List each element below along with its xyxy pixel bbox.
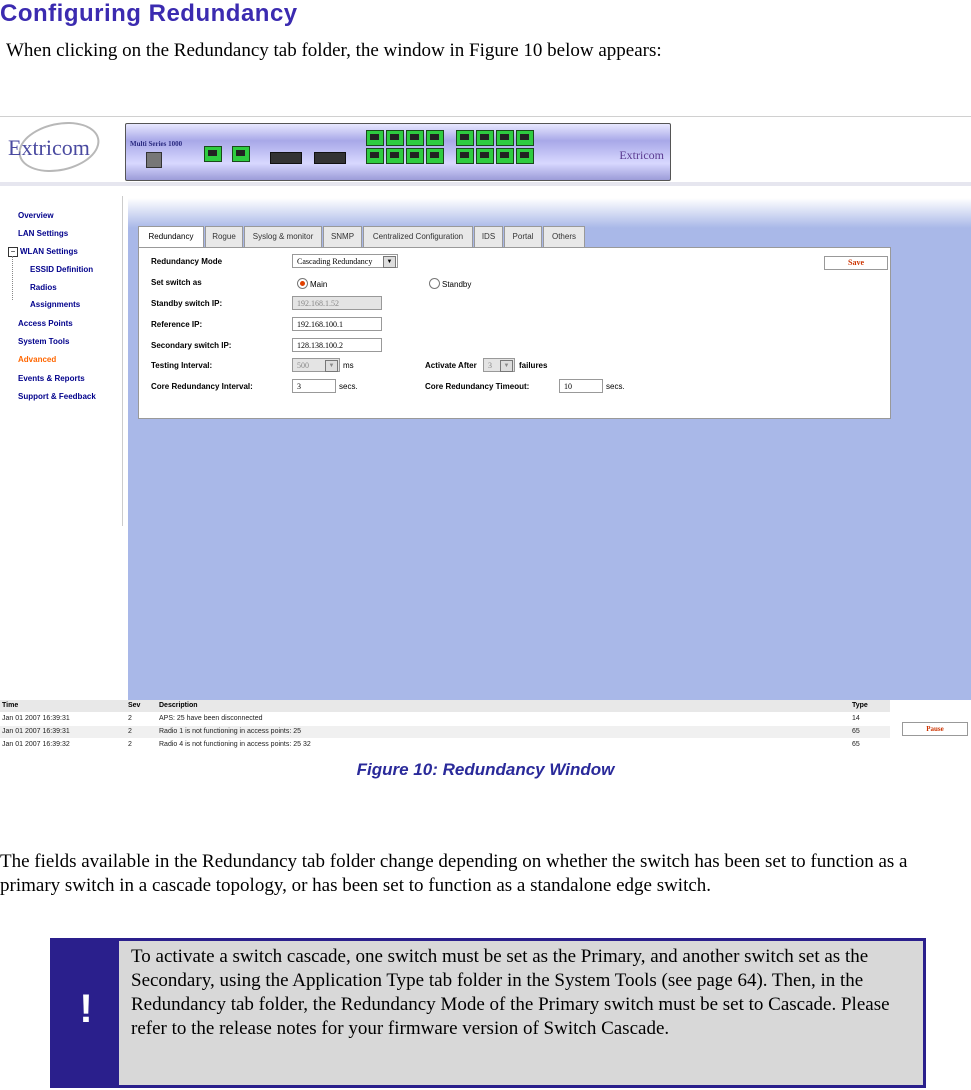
activate-after-label: Activate After — [425, 361, 477, 370]
standby-ip-label: Standby switch IP: — [151, 299, 223, 308]
col-time: Time — [2, 702, 19, 709]
table-row[interactable] — [0, 726, 890, 738]
core-timeout-label: Core Redundancy Timeout: — [425, 382, 530, 391]
cell-description: APS: 25 have been disconnected — [159, 715, 263, 722]
ap-port-icon[interactable] — [366, 148, 384, 164]
cell-type: 14 — [852, 715, 860, 722]
chevron-down-icon: ▼ — [325, 360, 338, 372]
sidebar — [0, 196, 128, 701]
console-port-icon — [146, 152, 162, 168]
tab-others[interactable]: Others — [543, 226, 585, 248]
cell-time: Jan 01 2007 16:39:32 — [2, 741, 70, 748]
tab-centralized-configuration[interactable]: Centralized Configuration — [363, 226, 473, 248]
lan-port-icon[interactable] — [232, 146, 250, 162]
figure-caption: Figure 10: Redundancy Window — [356, 760, 615, 779]
ap-port-icon[interactable] — [516, 130, 534, 146]
sidebar-item-radios[interactable]: Radios — [30, 283, 57, 292]
event-log — [0, 700, 971, 749]
sidebar-item-lan-settings[interactable]: LAN Settings — [18, 229, 69, 238]
table-row[interactable] — [0, 713, 890, 725]
ap-port-icon[interactable] — [516, 148, 534, 164]
sidebar-item-overview[interactable]: Overview — [18, 211, 54, 220]
testing-interval-select[interactable] — [292, 358, 340, 372]
cell-sev: 2 — [128, 741, 132, 748]
sidebar-item-essid-definition[interactable]: ESSID Definition — [30, 265, 94, 274]
extricom-logo: Extricom — [8, 135, 90, 160]
sidebar-item-access-points[interactable]: Access Points — [18, 319, 73, 328]
save-button[interactable]: Save — [824, 256, 888, 270]
device-front-panel — [125, 123, 671, 181]
activate-after-unit: failures — [519, 361, 548, 370]
header-divider — [0, 182, 971, 186]
ap-port-icon[interactable] — [406, 130, 424, 146]
body-paragraph: The fields available in the Redundancy tab folder change depending on whether the switch has been set to function as a primary switch in a cascade topology, or has been set to function as a standalone edge switch. — [0, 851, 908, 896]
chevron-down-icon: ▼ — [500, 360, 513, 372]
testing-interval-value: 500 — [297, 361, 309, 370]
ap-port-icon[interactable] — [476, 130, 494, 146]
core-interval-label: Core Redundancy Interval: — [151, 382, 253, 391]
device-title: Multi Series 1000 — [130, 140, 183, 148]
cell-type: 65 — [852, 728, 860, 735]
tab-redundancy[interactable]: Redundancy — [138, 226, 204, 249]
ap-port-icon[interactable] — [496, 130, 514, 146]
redundancy-window-screenshot — [0, 116, 971, 749]
activate-after-value: 3 — [488, 361, 492, 370]
app-header — [0, 116, 971, 183]
cell-time: Jan 01 2007 16:39:31 — [2, 715, 70, 722]
activate-after-select[interactable] — [483, 358, 515, 372]
set-switch-label: Set switch as — [151, 278, 202, 287]
sidebar-item-advanced[interactable]: Advanced — [18, 355, 57, 364]
cell-description: Radio 4 is not functioning in access points: 25 32 — [159, 741, 311, 748]
radio-main-label: Main — [310, 280, 328, 289]
reference-ip-label: Reference IP: — [151, 320, 203, 329]
ap-port-icon[interactable] — [426, 148, 444, 164]
ap-port-icon[interactable] — [456, 130, 474, 146]
sidebar-item-support-feedback[interactable]: Support & Feedback — [18, 392, 96, 401]
pause-button[interactable]: Pause — [902, 722, 968, 736]
radio-standby-label: Standby — [442, 280, 472, 289]
intro-text: When clicking on the Redundancy tab folder, the window in Figure 10 below appears: — [6, 40, 662, 61]
testing-interval-label: Testing Interval: — [151, 361, 213, 370]
tab-snmp[interactable]: SNMP — [323, 226, 362, 248]
radio-main[interactable] — [297, 278, 308, 289]
sfp-slot-icon — [314, 152, 346, 164]
ap-port-icon[interactable] — [496, 148, 514, 164]
redundancy-mode-value: Cascading Redundancy — [297, 257, 373, 266]
col-description: Description — [159, 702, 198, 709]
cell-type: 65 — [852, 741, 860, 748]
ap-port-icon[interactable] — [406, 148, 424, 164]
col-sev: Sev — [128, 702, 141, 709]
table-row[interactable] — [0, 739, 890, 749]
sidebar-nav — [0, 196, 123, 526]
sidebar-item-assignments[interactable]: Assignments — [30, 300, 81, 309]
exclamation-icon: ! — [79, 987, 93, 1031]
cell-time: Jan 01 2007 16:39:31 — [2, 728, 70, 735]
tab-rogue[interactable]: Rogue — [205, 226, 243, 248]
core-timeout-field[interactable]: 10 — [559, 379, 603, 393]
ap-port-icon[interactable] — [386, 148, 404, 164]
sidebar-item-events-reports[interactable]: Events & Reports — [18, 374, 85, 383]
redundancy-panel — [138, 247, 891, 419]
core-interval-unit: secs. — [339, 382, 358, 391]
sidebar-item-system-tools[interactable]: System Tools — [18, 337, 70, 346]
sfp-slot-icon — [270, 152, 302, 164]
device-logo: Extricom — [619, 148, 664, 162]
page-heading: Configuring Redundancy — [0, 0, 298, 27]
ap-port-icon[interactable] — [426, 130, 444, 146]
cell-sev: 2 — [128, 715, 132, 722]
secondary-ip-field[interactable]: 128.138.100.2 — [292, 338, 382, 352]
redundancy-mode-select[interactable] — [292, 254, 398, 268]
secondary-ip-label: Secondary switch IP: — [151, 341, 232, 350]
cell-sev: 2 — [128, 728, 132, 735]
tab-syslog-monitor[interactable]: Syslog & monitor — [244, 226, 322, 248]
ap-port-icon[interactable] — [366, 130, 384, 146]
ap-port-icon[interactable] — [456, 148, 474, 164]
event-log-header — [0, 700, 890, 712]
note-icon-bar — [53, 941, 119, 1085]
col-type: Type — [852, 702, 868, 709]
lan-port-icon[interactable] — [204, 146, 222, 162]
tab-ids[interactable]: IDS — [474, 226, 503, 248]
minus-box-icon[interactable]: − — [8, 247, 18, 257]
cell-description: Radio 1 is not functioning in access points: 25 — [159, 728, 302, 735]
chevron-down-icon: ▼ — [383, 256, 396, 268]
ap-port-icon[interactable] — [386, 130, 404, 146]
testing-interval-unit: ms — [343, 361, 354, 370]
sidebar-item-wlan-settings[interactable]: WLAN Settings — [20, 247, 78, 256]
main-content-fade — [128, 198, 971, 228]
tree-line — [12, 256, 14, 300]
core-timeout-unit: secs. — [606, 382, 625, 391]
note-box — [50, 938, 926, 1088]
standby-ip-field[interactable]: 192.168.1.52 — [292, 296, 382, 310]
tab-portal[interactable]: Portal — [504, 226, 542, 248]
core-interval-field[interactable]: 3 — [292, 379, 336, 393]
radio-standby[interactable] — [429, 278, 440, 289]
ap-port-icon[interactable] — [476, 148, 494, 164]
reference-ip-field[interactable]: 192.168.100.1 — [292, 317, 382, 331]
redundancy-mode-label: Redundancy Mode — [151, 257, 223, 266]
note-text: To activate a switch cascade, one switch must be set as the Primary, and another switch set as the Secondary, using the Application Type tab folder in the System Tools (see page 64). Then, in the Redundancy tab folder, the Redundancy Mode of the Primary switch must be set to Cascade. Please refer to the release notes for your firmware version of Switch Cascade. — [131, 946, 890, 1039]
